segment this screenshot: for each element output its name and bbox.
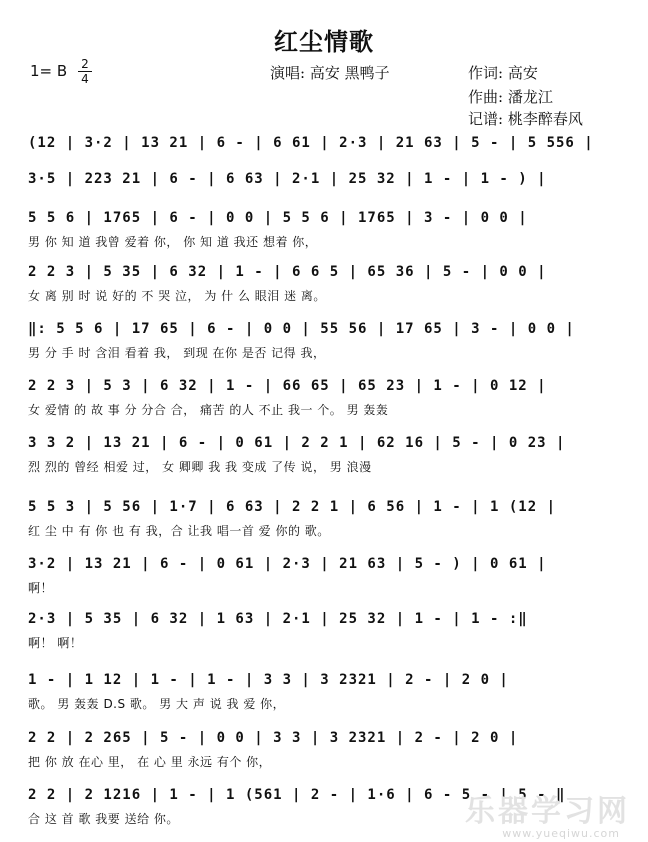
score-row-11 [28,667,618,719]
composer-credit: 作曲: 潘龙江 [468,88,553,106]
song-title: 红尘情歌 [274,27,374,56]
notes-row-5: ‖: 5 5 6 | 17 65 | 6 - | 0 0 | 55 56 | 17 65 | 3 - | 0 0 | [28,321,575,337]
lyrics-row-10: 啊！ 啊！ [28,636,83,650]
key-signature: 1= B [30,62,68,80]
lyrics-row-13: 合 这 首 歌 我要 送给 你。 [28,812,179,826]
watermark-logo: 乐器学习网 [465,794,630,829]
notes-row-9: 3·2 | 13 21 | 6 - | 0 61 | 2·3 | 21 63 | 5 - ) | 0 61 | [28,556,547,572]
notes-row-1: (12 | 3·2 | 13 21 | 6 - | 6 61 | 2·3 | 21 63 | 5 - | 5 556 | [28,135,594,151]
notes-row-8: 5 5 3 | 5 56 | 1·7 | 6 63 | 2 2 1 | 6 56 | 1 - | 1 (12 | [28,499,557,515]
score-row-9 [28,551,618,603]
notes-row-4: 2 2 3 | 5 35 | 6 32 | 1 - | 6 6 5 | 65 36 | 5 - | 0 0 | [28,264,547,280]
notes-row-2: 3·5 | 223 21 | 6 - | 6 63 | 2·1 | 25 32 | 1 - | 1 - ) | [28,171,547,187]
singer-credit: 演唱: 高安 黑鸭子 [270,64,390,82]
notes-row-10: 2·3 | 5 35 | 6 32 | 1 63 | 2·1 | 25 32 | 1 - | 1 - :‖ [28,611,528,627]
time-signature [78,58,92,85]
notes-row-6: 2 2 3 | 5 3 | 6 32 | 1 - | 66 65 | 65 23 | 1 - | 0 12 | [28,378,547,394]
lyrics-row-6: 女 爱情 的 故 事 分 分合 合， 痛苦 的人 不止 我一 个。 男 轰轰 [28,403,389,417]
transcriber-credit: 记谱: 桃李醉春风 [468,110,583,128]
lyricist-credit: 作词: 高安 [468,64,538,82]
time-signature-top: 2 [81,57,89,71]
time-signature-bottom: 4 [81,72,89,86]
watermark-url: www.yueqiwu.com [502,827,620,840]
score-row-3 [28,205,618,257]
score-row-7 [28,430,618,482]
notes-row-3: 5 5 6 | 1765 | 6 - | 0 0 | 5 5 6 | 1765 | 3 - | 0 0 | [28,210,528,226]
lyrics-row-4: 女 离 别 时 说 好的 不 哭 泣， 为 什 么 眼泪 迷 离。 [28,289,326,303]
score-row-12 [28,725,618,777]
notes-row-13: 2 2 | 2 1216 | 1 - | 1 (561 | 2 - | 1·6 | 6 - 5 - | 5 - ‖ [28,787,566,803]
lyrics-row-5: 男 分 手 时 含泪 看着 我， 到现 在你 是否 记得 我， [28,346,326,360]
lyrics-row-11: 歌。 男 轰轰 D.S 歌。 男 大 声 说 我 爱 你， [28,697,286,711]
lyrics-row-3: 男 你 知 道 我曾 爱着 你， 你 知 道 我还 想着 你， [28,235,318,249]
score-row-8 [28,494,618,546]
lyrics-row-8: 红 尘 中 有 你 也 有 我，合 让我 唱一首 爱 你的 歌。 [28,524,330,538]
notes-row-7: 3 3 2 | 13 21 | 6 - | 0 61 | 2 2 1 | 62 16 | 5 - | 0 23 | [28,435,566,451]
lyrics-row-9: 啊！ [28,581,54,595]
score-row-6 [28,373,618,425]
lyrics-row-7: 烈 烈的 曾经 相爱 过， 女 卿卿 我 我 变成 了传 说， 男 浪漫 [28,460,372,474]
lyrics-row-12: 把 你 放 在心 里， 在 心 里 永远 有个 你， [28,755,272,769]
score-row-5 [28,316,618,368]
notes-row-11: 1 - | 1 12 | 1 - | 1 - | 3 3 | 3 2321 | 2 - | 2 0 | [28,672,509,688]
score-row-4 [28,259,618,311]
notes-row-12: 2 2 | 2 265 | 5 - | 0 0 | 3 3 | 3 2321 | 2 - | 2 0 | [28,730,519,746]
score-row-10 [28,606,618,658]
